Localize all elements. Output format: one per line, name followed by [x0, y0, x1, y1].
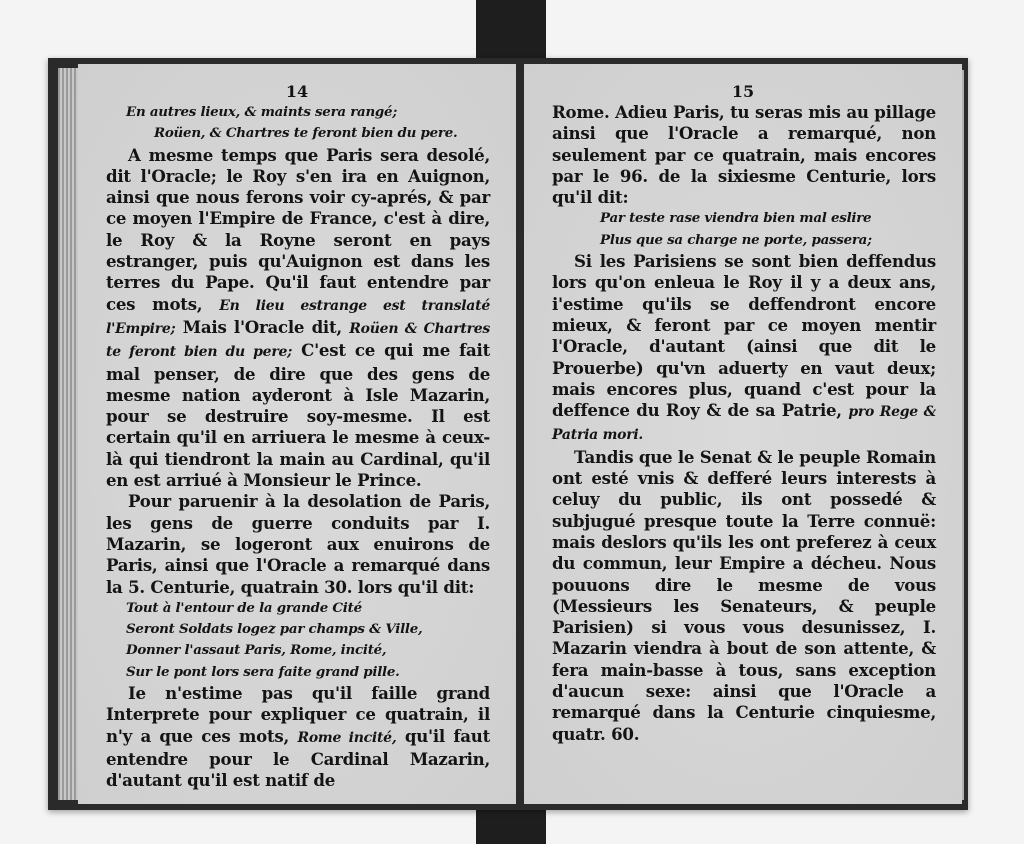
paragraph — [106, 683, 490, 791]
left-page-text — [106, 102, 490, 792]
open-book — [48, 58, 968, 810]
italic-quote: pro Rege & Patria mori. — [552, 404, 936, 444]
paragraph: Tandis que le Senat & le peuple Romain ont esté vnis & defferé leurs interests à celuy du public, ils ont possedé & subjugué presque toute la Terre connuë: mais deslors qu'ils les ont preferez à ceux du commun, leur Empire a décheu. Nous pouuons dire le mesme de vous (Messieurs les Senateurs, & peuple Parisien) si vous vous desunissez, I. Mazarin viendra à bout de son attente, & fera main-basse à tous, sans exception d'aucun sexe: ainsi que l'Oracle a remarqué dans la Centurie cinquiesme, quatr. 60. — [552, 446, 936, 744]
italic-quote: Rome incité, — [297, 729, 397, 746]
verse-line: Plus que sa charge ne porte, passera; — [600, 231, 872, 248]
paragraph-text: A mesme temps que Paris sera desolé, dit l'Oracle; le Roy s'en ira en Auignon, ainsi que nous ferons voir cy-aprés, & par ce moyen l'Empire de France, c'est à dire, le Roy & la Royne seront en pays estranger, puis qu'Auignon est dans les terres du Pape. Qu'il faut entendre par ces mots, — [106, 144, 490, 314]
page-edges-left — [58, 68, 78, 800]
italic-quote: Roüen & Chartres te feront bien du pere; — [106, 320, 490, 361]
page-number-right: 15 — [731, 82, 755, 101]
paragraph-text: Si les Parisiens se sont bien deffendus lors qu'on enleua le Roy il y a deux ans, i'estime qu'ils se deffendront encore mieux, & feront par ce moyen mentir l'Oracle, d'autant (ainsi que dit le Prouerbe) qu'vn aduerty en vaut deux; mais encores plus, quand c'est pour la deffence du Roy & de sa Patrie, — [552, 251, 936, 421]
paragraph-text: Ie n'estime pas qu'il faille grand Interprete pour expliquer ce quatrain, il n'y a que ces mots, — [106, 683, 490, 746]
paragraph-text: Mais l'Oracle dit, — [175, 316, 350, 337]
verse-line: Donner l'assaut Paris, Rome, incité, — [126, 642, 387, 659]
paragraph-text: qu'il faut entendre pour le Cardinal Mazarin, d'autant qu'il est natif de — [106, 725, 490, 791]
italic-quote: En lieu estrange est translaté l'Empire; — [106, 297, 490, 337]
verse-line: Tout à l'entour de la grande Cité — [126, 599, 362, 616]
verse-line: Par teste rase viendra bien mal eslire — [600, 210, 872, 227]
paragraph — [106, 145, 490, 492]
left-page — [78, 64, 516, 804]
paragraph: Rome. Adieu Paris, tu seras mis au pillage ainsi que l'Oracle a remarqué, non seulement par ce quatrain, mais encores par le 96. de la sixiesme Centurie, lors qu'il dit: — [552, 102, 936, 208]
paragraph-text: C'est ce qui me fait mal penser, de dire que des gens de mesme nation ayderont à Isle Mazarin, pour se destruire soy-mesme. Il est certain qu'il en arriuera le mesme à ceux-là qui tiendront la main au Cardinal, qu'il en est arriué à Monsieur le Prince. — [106, 340, 491, 491]
page-number-left: 14 — [285, 82, 309, 101]
verse-line: En autres lieux, & maints sera rangé; — [126, 104, 398, 120]
right-page-text — [552, 102, 936, 745]
paragraph — [552, 251, 936, 447]
verse-line: Sur le pont lors sera faite grand pille. — [126, 663, 400, 680]
verse-line: Seront Soldats logez par champs & Ville, — [126, 621, 423, 638]
verse-line: Roüen, & Chartres te feront bien du pere. — [154, 125, 458, 142]
paragraph: Pour paruenir à la desolation de Paris, les gens de guerre conduits par I. Mazarin, se logeront aux enuirons de Paris, ainsi que l'Oracle a remarqué dans la 5. Centurie, quatrain 30. lors qu'il dit: — [106, 491, 490, 597]
right-page — [524, 64, 962, 804]
